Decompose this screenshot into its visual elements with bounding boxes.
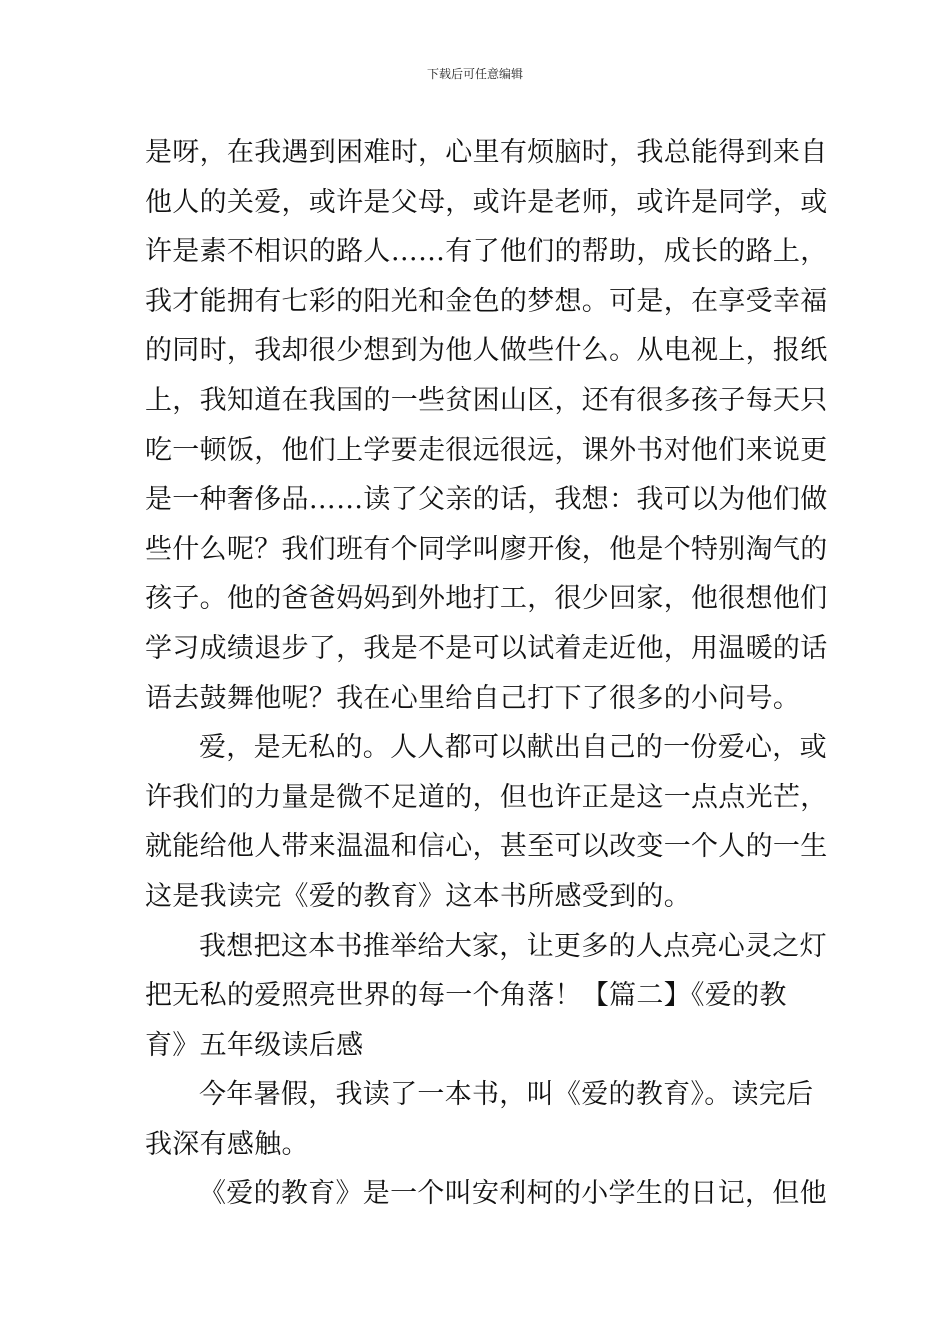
paragraph-start-line: 爱，是无私的。人人都可以献出自己的一份爱心，或 <box>199 732 827 764</box>
text-line: 我深有感触。 <box>145 1128 309 1160</box>
text-line: 就能给他人带来温温和信心，甚至可以改变一个人的一生 <box>145 831 828 863</box>
text-line: 语去鼓舞他呢？我在心里给自己打下了很多的小问号。 <box>145 682 801 714</box>
text-line: 许是素不相识的路人……有了他们的帮助，成长的路上， <box>145 236 828 268</box>
text-line: 学习成绩退步了，我是不是可以试着走近他，用温暖的话 <box>145 632 828 664</box>
paragraph-start-line: 今年暑假，我读了一本书，叫《爱的教育》。读完后 <box>199 1079 814 1111</box>
text-line: 这是我读完《爱的教育》这本书所感受到的。 <box>145 880 691 912</box>
text-line: 上，我知道在我国的一些贫困山区，还有很多孩子每天只 <box>145 384 828 416</box>
text-line: 许我们的力量是微不足道的，但也许正是这一点点光芒， <box>145 781 828 813</box>
text-line: 是呀，在我遇到困难时，心里有烦脑时，我总能得到来自 <box>145 137 828 168</box>
text-line: 的同时，我却很少想到为他人做些什么。从电视上，报纸 <box>145 335 828 367</box>
text-line: 他人的关爱，或许是父母，或许是老师，或许是同学，或 <box>145 186 828 218</box>
document-body <box>145 128 828 1219</box>
text-line: 我才能拥有七彩的阳光和金色的梦想。可是，在享受幸福 <box>145 285 828 317</box>
paragraph-start-line: 《爱的教育》是一个叫安利柯的小学生的日记，但他 <box>199 1178 827 1210</box>
text-line: 吃一顿饭，他们上学要走很远很远，课外书对他们来说更 <box>145 434 828 466</box>
text-line: 育》五年级读后感 <box>145 1029 364 1061</box>
text-line: 把无私的爱照亮世界的每一个角落！【篇二】《爱的教 <box>145 980 787 1012</box>
text-line: 些什么呢？我们班有个同学叫廖开俊，他是个特别淘气的 <box>145 533 828 565</box>
paragraph-start-line: 我想把这本书推举给大家，让更多的人点亮心灵之灯 <box>199 930 827 962</box>
text-line: 是一种奢侈品……读了父亲的话，我想：我可以为他们做 <box>145 484 828 516</box>
page-header-note: 下载后可任意编辑 <box>426 67 523 81</box>
text-line: 孩子。他的爸爸妈妈到外地打工，很少回家，他很想他们 <box>145 583 828 615</box>
